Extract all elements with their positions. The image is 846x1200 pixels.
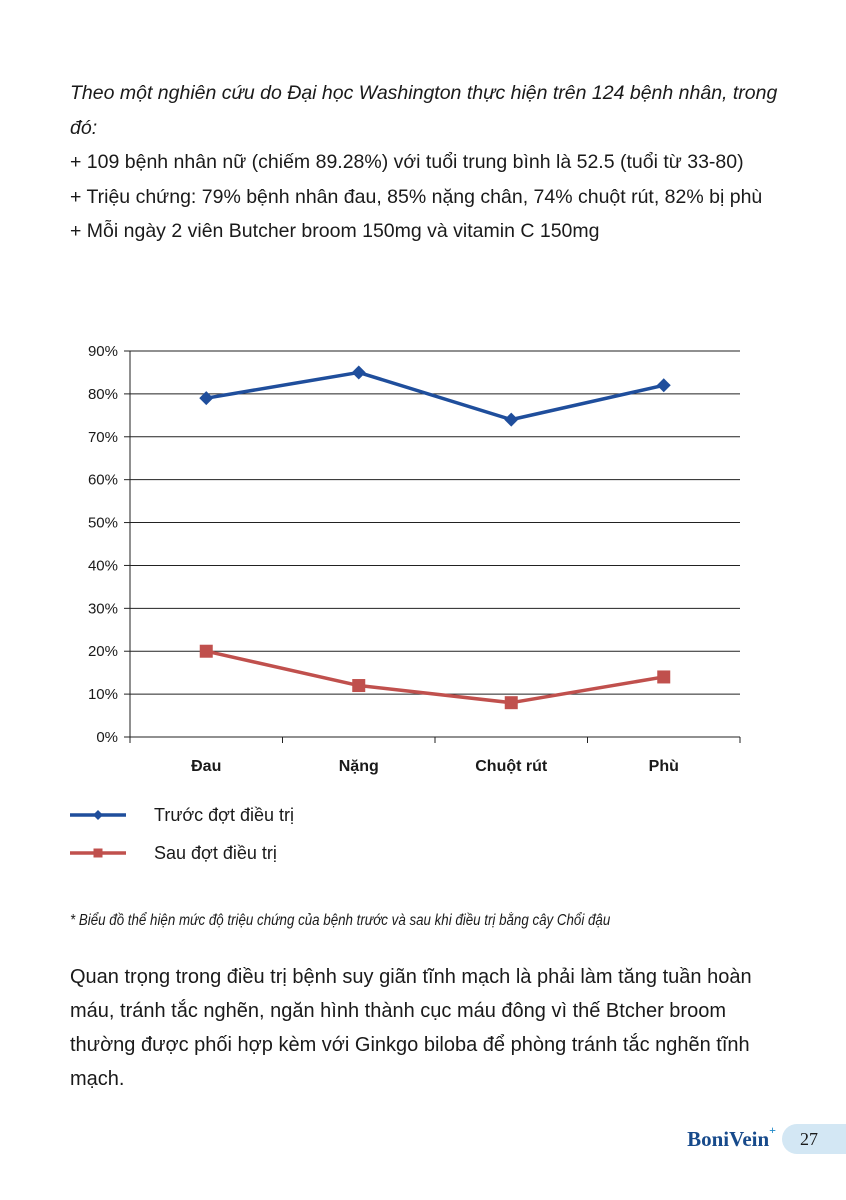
y-tick-label: 50% — [87, 514, 118, 532]
brand-name: BoniVein — [687, 1126, 770, 1151]
y-tick-label: 90% — [87, 343, 118, 360]
page-number: 27 — [782, 1124, 846, 1154]
x-category-label: Đau — [191, 758, 222, 775]
data-point-square — [505, 696, 518, 709]
bullet-symptoms: + Triệu chứng: 79% bệnh nhân đau, 85% nặng chân, 74% chuột rút, 82% bị phù — [70, 185, 763, 208]
y-tick-label: 0% — [96, 729, 118, 746]
bullet-patients: + 109 bệnh nhân nữ (chiếm 89.28%) với tuổi trung bình là 52.5 (tuổi từ 33-80) — [70, 151, 744, 173]
y-tick-label: 10% — [87, 686, 118, 704]
x-category-label: Phù — [648, 758, 679, 775]
legend-line-square-icon — [70, 845, 126, 861]
study-lead: Theo một nghiên cứu do Đại học Washington thực hiện trên 124 bệnh nhân, trong đó: — [70, 82, 778, 139]
brand-plus-icon: + — [769, 1122, 776, 1137]
legend-label-after: Sau đợt điều trị — [154, 842, 277, 863]
symptom-chart — [60, 338, 760, 788]
legend-label-before: Trước đợt điều trị — [154, 804, 295, 825]
x-category-label: Nặng — [338, 758, 379, 775]
y-tick-label: 40% — [87, 557, 118, 575]
x-category-label: Chuột rút — [475, 758, 548, 775]
y-tick-label: 70% — [87, 428, 118, 446]
data-point-diamond — [504, 413, 518, 427]
body-paragraph: Quan trọng trong điều trị bệnh suy giãn tĩnh mạch là phải làm tăng tuần hoàn máu, tránh tắc nghẽn, ngăn hình thành cục máu đông vì thế Btcher broom thường được phối hợp kèm với Ginkgo biloba để phòng tránh tắc nghẽn tĩnh mạch. — [70, 966, 752, 1090]
bullet-dosage: + Mỗi ngày 2 viên Butcher broom 150mg và vitamin C 150mg — [70, 220, 600, 242]
intro-text — [70, 76, 780, 249]
series-line-1 — [206, 651, 664, 702]
legend-item-after — [70, 834, 294, 872]
legend-item-before — [70, 796, 294, 834]
y-tick-label: 20% — [87, 643, 118, 661]
chart-legend — [70, 796, 294, 872]
data-point-diamond — [352, 365, 366, 379]
y-tick-label: 80% — [87, 385, 118, 403]
y-tick-label: 60% — [87, 471, 118, 489]
data-point-square — [657, 670, 670, 683]
data-point-square — [200, 645, 213, 658]
brand-logo — [687, 1122, 776, 1152]
page-footer — [687, 1122, 846, 1156]
line-chart — [60, 338, 760, 788]
data-point-diamond — [199, 391, 213, 405]
y-tick-label: 30% — [87, 600, 118, 618]
legend-line-diamond-icon — [70, 807, 126, 823]
series-line-0 — [206, 372, 664, 419]
data-point-diamond — [657, 378, 671, 392]
data-point-square — [352, 679, 365, 692]
chart-caption: * Biểu đồ thể hiện mức độ triệu chứng của bệnh trước và sau khi điều trị bằng cây Chổi đậu — [70, 912, 611, 929]
